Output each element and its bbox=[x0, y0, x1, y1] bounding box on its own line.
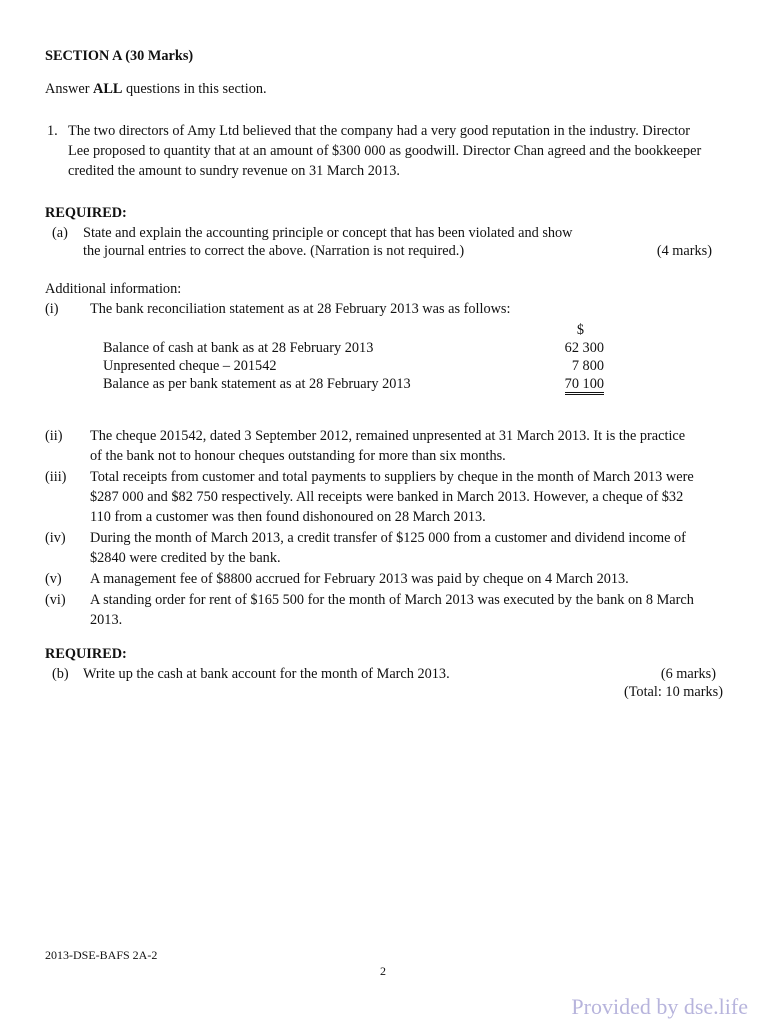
item-line: A management fee of $8800 accrued for February 2013 was paid by cheque on 4 March 2013. bbox=[90, 571, 629, 587]
additional-heading: Additional information: bbox=[45, 281, 182, 297]
instruction-bold: ALL bbox=[93, 81, 123, 97]
page-number: 2 bbox=[380, 964, 386, 978]
table-row-label: Unpresented cheque – 201542 bbox=[103, 358, 277, 374]
question-line-2: Lee proposed to quantity that at an amount of $300 000 as goodwill. Director Chan agreed and the bookkeeper bbox=[68, 143, 702, 159]
item-line: The cheque 201542, dated 3 September 2012, remained unpresented at 31 March 2013. It is the practice bbox=[90, 428, 686, 444]
question-number: 1. bbox=[47, 123, 58, 139]
watermark-link[interactable]: Provided by dse.life bbox=[571, 994, 748, 1019]
part-a-line-2: the journal entries to correct the above. (Narration is not required.) bbox=[83, 243, 465, 259]
item-line: of the bank not to honour cheques outstanding for more than six months. bbox=[90, 448, 506, 464]
total-marks: (Total: 10 marks) bbox=[623, 684, 723, 700]
table-row-amount: 7 800 bbox=[571, 358, 604, 374]
item-label-i: (i) bbox=[45, 301, 59, 317]
item-label-vi: (vi) bbox=[45, 592, 66, 608]
item-label-ii: (ii) bbox=[45, 428, 63, 444]
total-amount: 70 100 bbox=[565, 376, 604, 395]
item-line: 2013. bbox=[90, 612, 123, 628]
table-row-label: Balance as per bank statement as at 28 February 2013 bbox=[103, 376, 411, 392]
required-heading-2: REQUIRED: bbox=[45, 646, 127, 662]
table-row-amount-total bbox=[565, 374, 604, 394]
item-line: $287 000 and $82 750 respectively. All receipts were banked in March 2013. However, a cheque of $32 bbox=[90, 489, 684, 505]
instruction-post: questions in this section. bbox=[122, 81, 267, 97]
question-line-3: credited the amount to sundry revenue on 31 March 2013. bbox=[68, 163, 400, 179]
item-label-v: (v) bbox=[45, 571, 62, 587]
item-label-iii: (iii) bbox=[45, 469, 67, 485]
question-line-1: The two directors of Amy Ltd believed that the company had a very good reputation in the industry. Director bbox=[68, 123, 691, 139]
part-b-text: Write up the cash at bank account for the month of March 2013. bbox=[83, 666, 450, 682]
item-line: Total receipts from customer and total payments to suppliers by cheque in the month of March 2013 were bbox=[90, 469, 694, 485]
currency-header: $ bbox=[576, 322, 584, 338]
item-line: A standing order for rent of $165 500 for the month of March 2013 was executed by the bank on 8 March bbox=[90, 592, 694, 608]
part-a-label: (a) bbox=[52, 225, 68, 241]
paper-code: 2013-DSE-BAFS 2A-2 bbox=[45, 948, 158, 962]
table-row-amount: 62 300 bbox=[564, 340, 604, 356]
item-line: 110 from a customer was then found dishonoured on 28 March 2013. bbox=[90, 509, 486, 525]
part-a-marks: (4 marks) bbox=[656, 243, 712, 259]
table-row-label: Balance of cash at bank as at 28 February 2013 bbox=[103, 340, 374, 356]
item-line: During the month of March 2013, a credit transfer of $125 000 from a customer and dividend income of bbox=[90, 530, 686, 546]
item-line: $2840 were credited by the bank. bbox=[90, 550, 281, 566]
section-title: SECTION A (30 Marks) bbox=[45, 48, 194, 64]
item-text-i: The bank reconciliation statement as at 28 February 2013 was as follows: bbox=[90, 301, 511, 317]
part-a-line-1: State and explain the accounting principle or concept that has been violated and show bbox=[83, 225, 573, 241]
part-b-label: (b) bbox=[52, 666, 69, 682]
instruction-pre: Answer bbox=[45, 81, 94, 97]
item-label-iv: (iv) bbox=[45, 530, 66, 546]
section-instruction bbox=[45, 79, 267, 99]
required-heading-1: REQUIRED: bbox=[45, 205, 127, 221]
part-b-marks: (6 marks) bbox=[660, 666, 716, 682]
